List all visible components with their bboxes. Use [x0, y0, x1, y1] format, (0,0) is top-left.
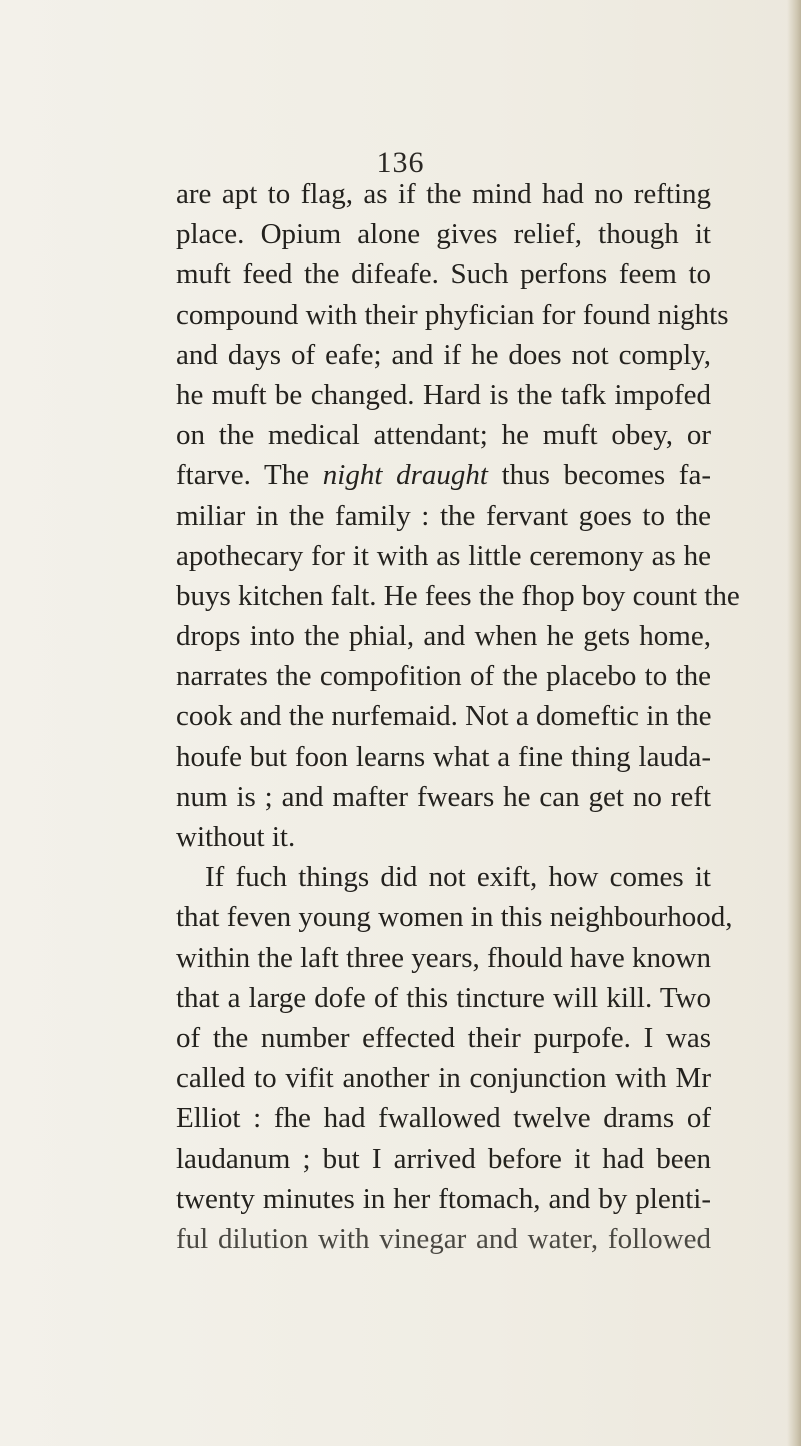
- text-line: compound with their phyfician for found nights: [176, 298, 729, 331]
- text-line: miliar in the family : the fervant goes to the: [176, 499, 711, 532]
- text-line: buys kitchen falt. He fees the fhop boy count the: [176, 579, 740, 612]
- text-line: on the medical attendant; he muft obey, or: [176, 419, 711, 452]
- text-line: Elliot : fhe had fwallowed twelve drams of: [176, 1102, 711, 1135]
- text-line: drops into the phial, and when he gets home,: [176, 620, 711, 653]
- text-line: num is ; and mafter fwears he can get no reft: [176, 780, 711, 813]
- text-line: muft feed the difeafe. Such perfons feem to: [176, 258, 711, 291]
- text-line: are apt to flag, as if the mind had no refting: [176, 178, 711, 210]
- text-line: narrates the compofition of the placebo to the: [176, 660, 711, 693]
- text-line: of the number effected their purpofe. I was: [176, 1021, 711, 1054]
- text-line: twenty minutes in her ftomach, and by plenti-: [176, 1182, 711, 1215]
- text-segment: ftarve. The: [176, 459, 323, 492]
- text-line: [176, 455, 711, 495]
- text-line: houfe but foon learns what a fine thing lauda-: [176, 740, 711, 773]
- text-line: cook and the nurfemaid. Not a domeftic in the: [176, 700, 712, 733]
- page-edge-shadow: [787, 0, 801, 1446]
- text-line: he muft be changed. Hard is the tafk impofed: [176, 378, 711, 411]
- page-number: 136: [376, 146, 425, 179]
- italic-phrase: night draught: [322, 459, 488, 492]
- text-line: without it.: [176, 821, 296, 853]
- text-segment: thus becomes fa-: [487, 459, 711, 492]
- text-line: that feven young women in this neighbourhood,: [176, 901, 733, 934]
- text-line: place. Opium alone gives relief, though it: [176, 218, 711, 251]
- text-line: called to vifit another in conjunction with Mr: [176, 1062, 711, 1095]
- text-line: laudanum ; but I arrived before it had been: [176, 1142, 711, 1175]
- body-text: [176, 174, 740, 1259]
- text-line: that a large dofe of this tincture will kill. Two: [176, 981, 711, 1014]
- text-line: apothecary for it with as little ceremony as he: [176, 539, 711, 572]
- text-line: and days of eafe; and if he does not comply,: [176, 338, 711, 371]
- text-line: If fuch things did not exift, how comes it: [205, 861, 711, 894]
- text-line: ful dilution with vinegar and water, followed: [176, 1222, 711, 1255]
- text-line: within the laft three years, fhould have known: [176, 941, 711, 974]
